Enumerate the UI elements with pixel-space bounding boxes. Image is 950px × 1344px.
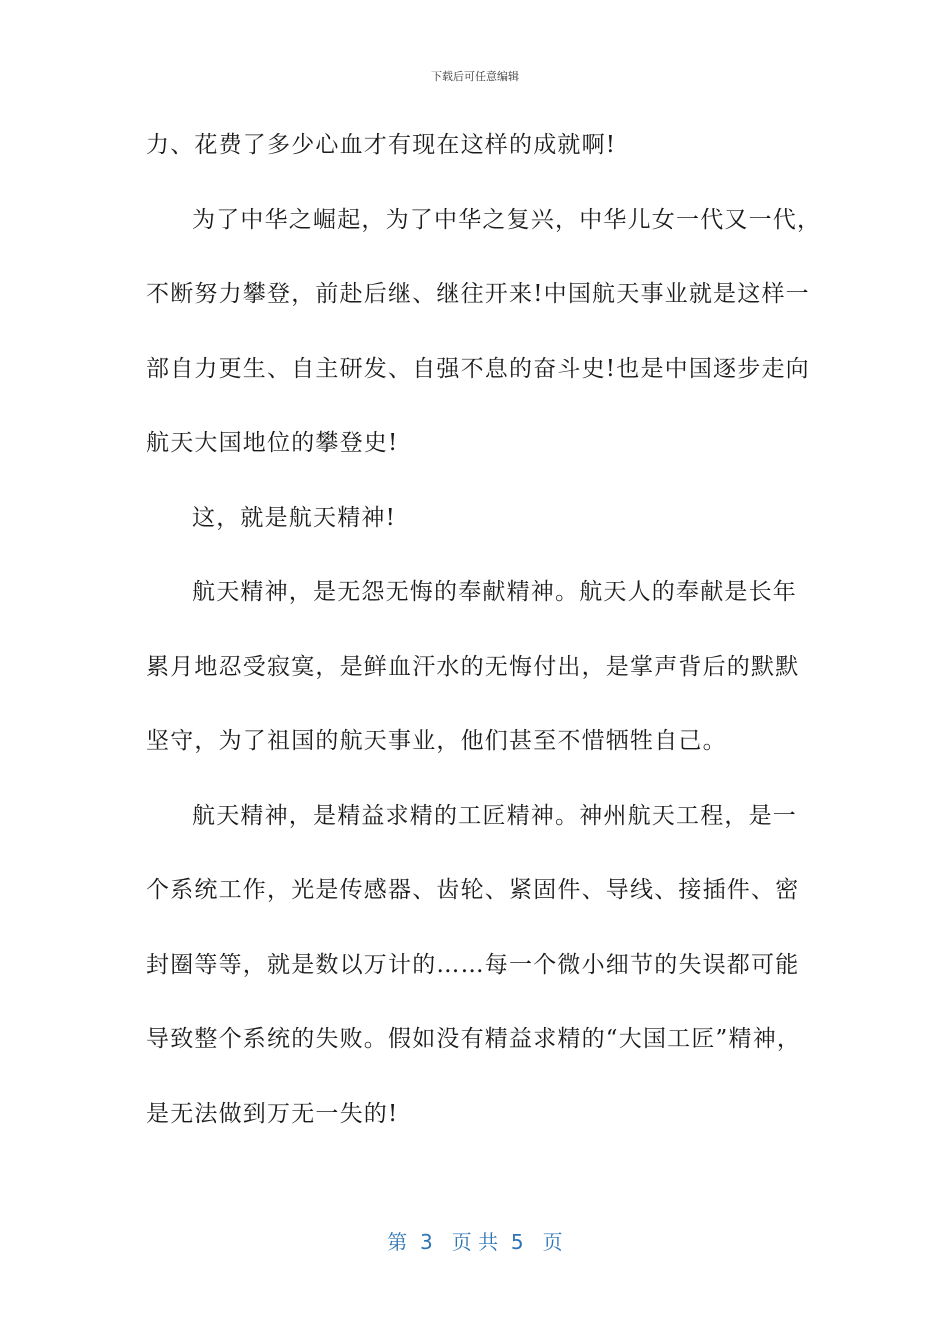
page-header-note: 下载后可任意编辑 [431, 70, 519, 83]
text-line: 个系统工作，光是传感器、齿轮、紧固件、导线、接插件、密 [146, 877, 800, 903]
text-line: 坚守，为了祖国的航天事业，他们甚至不惜牺牲自己。 [146, 728, 727, 754]
document-body [146, 108, 822, 1151]
text-line: 部自力更生、自主研发、自强不息的奋斗史!也是中国逐步走向 [146, 355, 810, 382]
text-line: 累月地忍受寂寞，是鲜血汗水的无悔付出，是掌声背后的默默 [146, 653, 800, 680]
page-number-footer: 第 3 页 共 5 页 [387, 1230, 563, 1254]
paragraph-start-line: 这，就是航天精神! [192, 504, 397, 531]
text-line: 导致整个系统的失败。假如没有精益求精的“大国工匠”精神， [146, 1026, 802, 1052]
text-line: 不断努力攀登，前赴后继、继往开来!中国航天事业就是这样一 [146, 281, 810, 307]
paragraph-start-line: 航天精神，是无怨无悔的奉献精神。航天人的奉献是长年 [192, 579, 797, 605]
text-line: 航天大国地位的攀登史! [146, 430, 399, 456]
text-line: 封圈等等，就是数以万计的……每一个微小细节的失误都可能 [146, 951, 800, 978]
text-line: 是无法做到万无一失的! [146, 1100, 399, 1127]
text-line: 力、花费了多少心血才有现在这样的成就啊! [146, 132, 617, 158]
paragraph-start-line: 航天精神，是精益求精的工匠精神。神州航天工程，是一 [192, 802, 797, 829]
paragraph-start-line: 为了中华之崛起，为了中华之复兴，中华儿女一代又一代， [192, 206, 822, 233]
